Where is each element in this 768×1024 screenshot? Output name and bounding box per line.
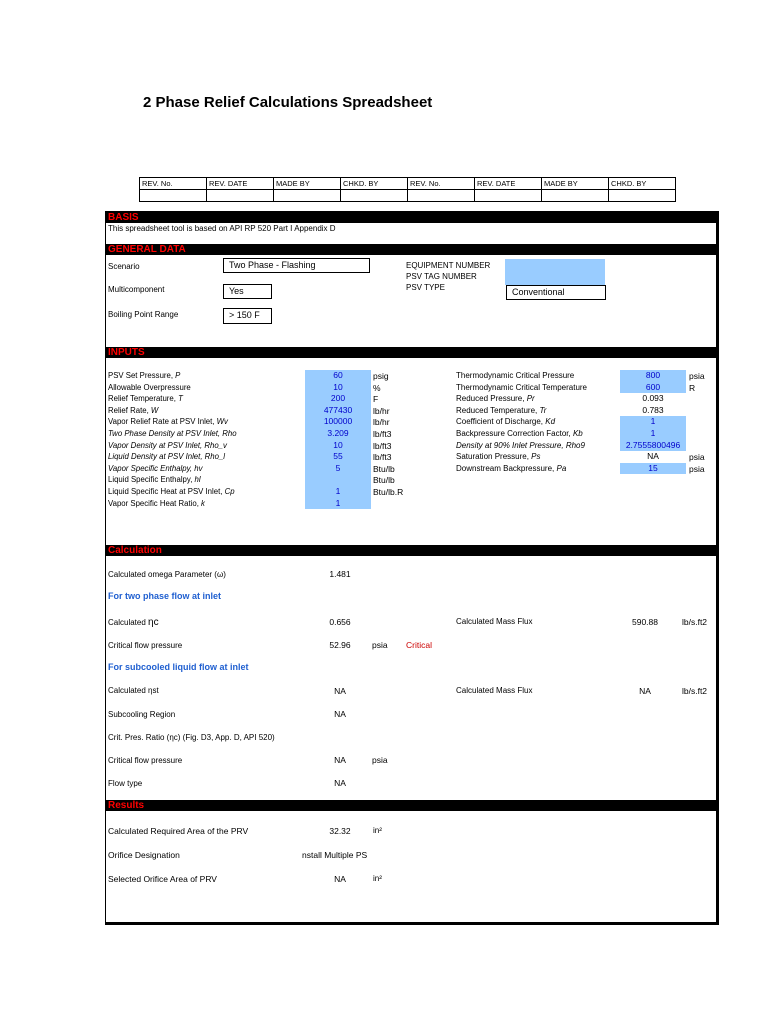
orifice-designation-value: nstall Multiple PS: [302, 850, 368, 860]
nst-label: Calculated ηst: [108, 686, 159, 695]
multicomponent-select[interactable]: Yes: [223, 284, 272, 299]
rev-header-cell: REV. No.: [140, 178, 207, 190]
mass-flux-value: 590.88: [632, 617, 658, 627]
psv-tag-label: PSV TAG NUMBER: [406, 272, 477, 281]
input-right-value[interactable]: 600: [620, 382, 686, 394]
section-basis: BASIS: [105, 212, 716, 223]
selected-orifice-area-label: Selected Orifice Area of PRV: [108, 874, 217, 884]
critical-flow-pressure-value: 52.96: [329, 640, 351, 650]
rev-header-cell: MADE BY: [542, 178, 609, 190]
critical-flow-pressure2-unit: psia: [372, 755, 388, 765]
rev-entry-cell[interactable]: [140, 190, 207, 202]
input-right-label: Saturation Pressure, Ps: [456, 452, 541, 462]
input-left-label: Two Phase Density at PSV Inlet, Rho: [108, 429, 237, 438]
rev-entry-cell[interactable]: [207, 190, 274, 202]
critical-flow-pressure2-label: Critical flow pressure: [108, 756, 183, 765]
section-inputs: INPUTS: [105, 347, 716, 358]
input-left-unit: %: [373, 382, 381, 393]
rev-header-cell: REV. No.: [408, 178, 475, 190]
section-general-data: GENERAL DATA: [105, 244, 716, 255]
input-left-label: Vapor Specific Heat Ratio, k: [108, 498, 205, 508]
input-left-value[interactable]: 10: [305, 440, 371, 452]
rev-entry-cell[interactable]: [274, 190, 341, 202]
flow-type-value: NA: [334, 778, 346, 788]
required-area-unit: in²: [373, 826, 382, 835]
subcooling-region-value: NA: [334, 709, 346, 719]
input-left-unit: psig: [373, 371, 389, 381]
input-left-value[interactable]: [305, 474, 371, 486]
input-left-value[interactable]: 10: [305, 382, 371, 394]
selected-orifice-area-value: NA: [334, 874, 346, 884]
input-right-value[interactable]: 15: [620, 463, 686, 475]
critical-flow-pressure-label: Critical flow pressure: [108, 641, 183, 650]
rev-entry-cell[interactable]: [542, 190, 609, 202]
input-right-unit: R: [689, 382, 696, 393]
input-right-value[interactable]: 2.7555800496: [620, 440, 686, 452]
input-left-value[interactable]: 5: [305, 463, 371, 475]
mass-flux-unit: lb/s.ft2: [682, 617, 708, 627]
input-right-label: Thermodynamic Critical Pressure: [456, 371, 575, 380]
input-left-value[interactable]: 3.209: [305, 428, 371, 440]
input-left-unit: Btu/lb: [373, 475, 395, 486]
scenario-label: Scenario: [108, 262, 140, 271]
input-left-unit: Btu/lb.R: [373, 487, 404, 497]
psv-type-select[interactable]: Conventional: [506, 285, 606, 300]
input-right-label: Coefficient of Discharge, Kd: [456, 417, 556, 427]
required-area-label: Calculated Required Area of the PRV: [108, 826, 249, 836]
input-right-value: 0.783: [642, 404, 664, 415]
equipment-number-input[interactable]: [505, 259, 605, 285]
required-area-value: 32.32: [329, 826, 351, 836]
section-calculation: Calculation: [105, 545, 716, 556]
nst-value: NA: [334, 686, 346, 696]
subcooled-heading: For subcooled liquid flow at inlet: [108, 662, 249, 672]
input-left-label: Vapor Specific Enthalpy, hv: [108, 463, 203, 473]
input-left-value[interactable]: 1: [305, 498, 371, 510]
rev-entry-cell[interactable]: [609, 190, 676, 202]
critical-flow-pressure2-value: NA: [334, 755, 346, 765]
selected-orifice-area-unit: in²: [373, 874, 382, 883]
rev-header-cell: REV. DATE: [207, 178, 274, 190]
input-right-label: Backpressure Correction Factor, Kb: [456, 429, 583, 438]
input-left-label: Vapor Density at PSV Inlet, Rho_v: [108, 440, 227, 450]
input-left-unit: lb/ft3: [373, 429, 392, 439]
input-left-label: Liquid Density at PSV Inlet, Rho_l: [108, 452, 226, 462]
revision-entry-row: [140, 190, 676, 202]
flow-type-label: Flow type: [108, 779, 143, 788]
rev-header-cell: CHKD. BY: [341, 178, 408, 190]
input-right-value: NA: [647, 451, 659, 462]
input-left-unit: Btu/lb: [373, 463, 395, 474]
rev-header-cell: CHKD. BY: [609, 178, 676, 190]
input-left-unit: F: [373, 394, 379, 405]
rev-entry-cell[interactable]: [408, 190, 475, 202]
mass-flux2-value: NA: [639, 686, 651, 696]
input-right-label: Thermodynamic Critical Temperature: [456, 382, 588, 392]
orifice-designation-label: Orifice Designation: [108, 850, 180, 860]
input-left-label: Relief Temperature, T: [108, 394, 183, 404]
psv-type-label: PSV TYPE: [406, 283, 445, 292]
spreadsheet-area: [105, 211, 719, 925]
equipment-number-label: EQUIPMENT NUMBER: [406, 261, 491, 270]
input-right-value: 0.093: [642, 393, 664, 404]
input-left-value[interactable]: 1: [305, 486, 371, 498]
input-left-unit: lb/ft3: [373, 440, 392, 451]
input-right-unit: psia: [689, 371, 705, 381]
input-left-value[interactable]: 200: [305, 393, 371, 405]
input-left-label: Liquid Specific Heat at PSV Inlet, Cp: [108, 487, 235, 496]
input-right-unit: psia: [689, 452, 705, 463]
revision-table: [139, 177, 676, 202]
input-right-value[interactable]: 1: [620, 428, 686, 440]
input-right-unit: psia: [689, 463, 705, 474]
rev-entry-cell[interactable]: [341, 190, 408, 202]
revision-header-row: [140, 178, 676, 190]
input-right-value[interactable]: 800: [620, 370, 686, 382]
omega-label: Calculated omega Parameter (ω): [108, 570, 226, 579]
mass-flux2-unit: lb/s.ft2: [682, 686, 708, 696]
subcooling-region-label: Subcooling Region: [108, 710, 176, 719]
input-left-label: Liquid Specific Enthalpy, hl: [108, 475, 201, 485]
input-left-value[interactable]: 100000: [305, 416, 371, 428]
nc-label: Calculated ηc: [108, 617, 159, 628]
basis-text: This spreadsheet tool is based on API RP 520 Part I Appendix D: [108, 224, 336, 233]
critical-flow-pressure-unit: psia: [372, 640, 388, 650]
page-title: 2 Phase Relief Calculations Spreadsheet: [143, 94, 433, 111]
rev-header-cell: REV. DATE: [475, 178, 542, 190]
input-right-label: Reduced Temperature, Tr: [456, 405, 547, 415]
nc-value: 0.656: [329, 617, 351, 627]
input-right-label: Density at 90% Inlet Pressure, Rho9: [456, 440, 585, 450]
boiling-range-label: Boiling Point Range: [108, 310, 179, 319]
rev-header-cell: MADE BY: [274, 178, 341, 190]
mass-flux2-label: Calculated Mass Flux: [456, 686, 533, 695]
critical-pressure-ratio-label: Crit. Pres. Ratio (ηc) (Fig. D3, App. D, API 520): [108, 733, 275, 742]
scenario-select[interactable]: Two Phase - Flashing: [223, 258, 370, 273]
mass-flux-label: Calculated Mass Flux: [456, 617, 533, 626]
critical-flag: Critical: [406, 640, 432, 650]
boiling-range-select[interactable]: > 150 F: [223, 308, 272, 324]
input-left-value[interactable]: 55: [305, 451, 371, 463]
input-left-label: PSV Set Pressure, P: [108, 371, 181, 380]
input-left-unit: lb/hr: [373, 417, 390, 428]
two-phase-heading: For two phase flow at inlet: [108, 591, 222, 601]
rev-entry-cell[interactable]: [475, 190, 542, 202]
input-left-unit: lb/hr: [373, 405, 390, 416]
input-left-unit: lb/ft3: [373, 452, 392, 463]
input-right-label: Downstream Backpressure, Pa: [456, 463, 567, 473]
multicomponent-label: Multicomponent: [108, 285, 165, 294]
input-left-label: Allowable Overpressure: [108, 382, 191, 392]
omega-value: 1.481: [329, 569, 351, 579]
input-right-value[interactable]: 1: [620, 416, 686, 428]
input-right-label: Reduced Pressure, Pr: [456, 394, 535, 404]
input-left-label: Vapor Relief Rate at PSV Inlet, Wv: [108, 417, 228, 427]
section-results: Results: [105, 800, 716, 811]
input-left-value[interactable]: 477430: [305, 405, 371, 417]
input-left-label: Relief Rate, W: [108, 405, 159, 415]
input-left-value[interactable]: 60: [305, 370, 371, 382]
